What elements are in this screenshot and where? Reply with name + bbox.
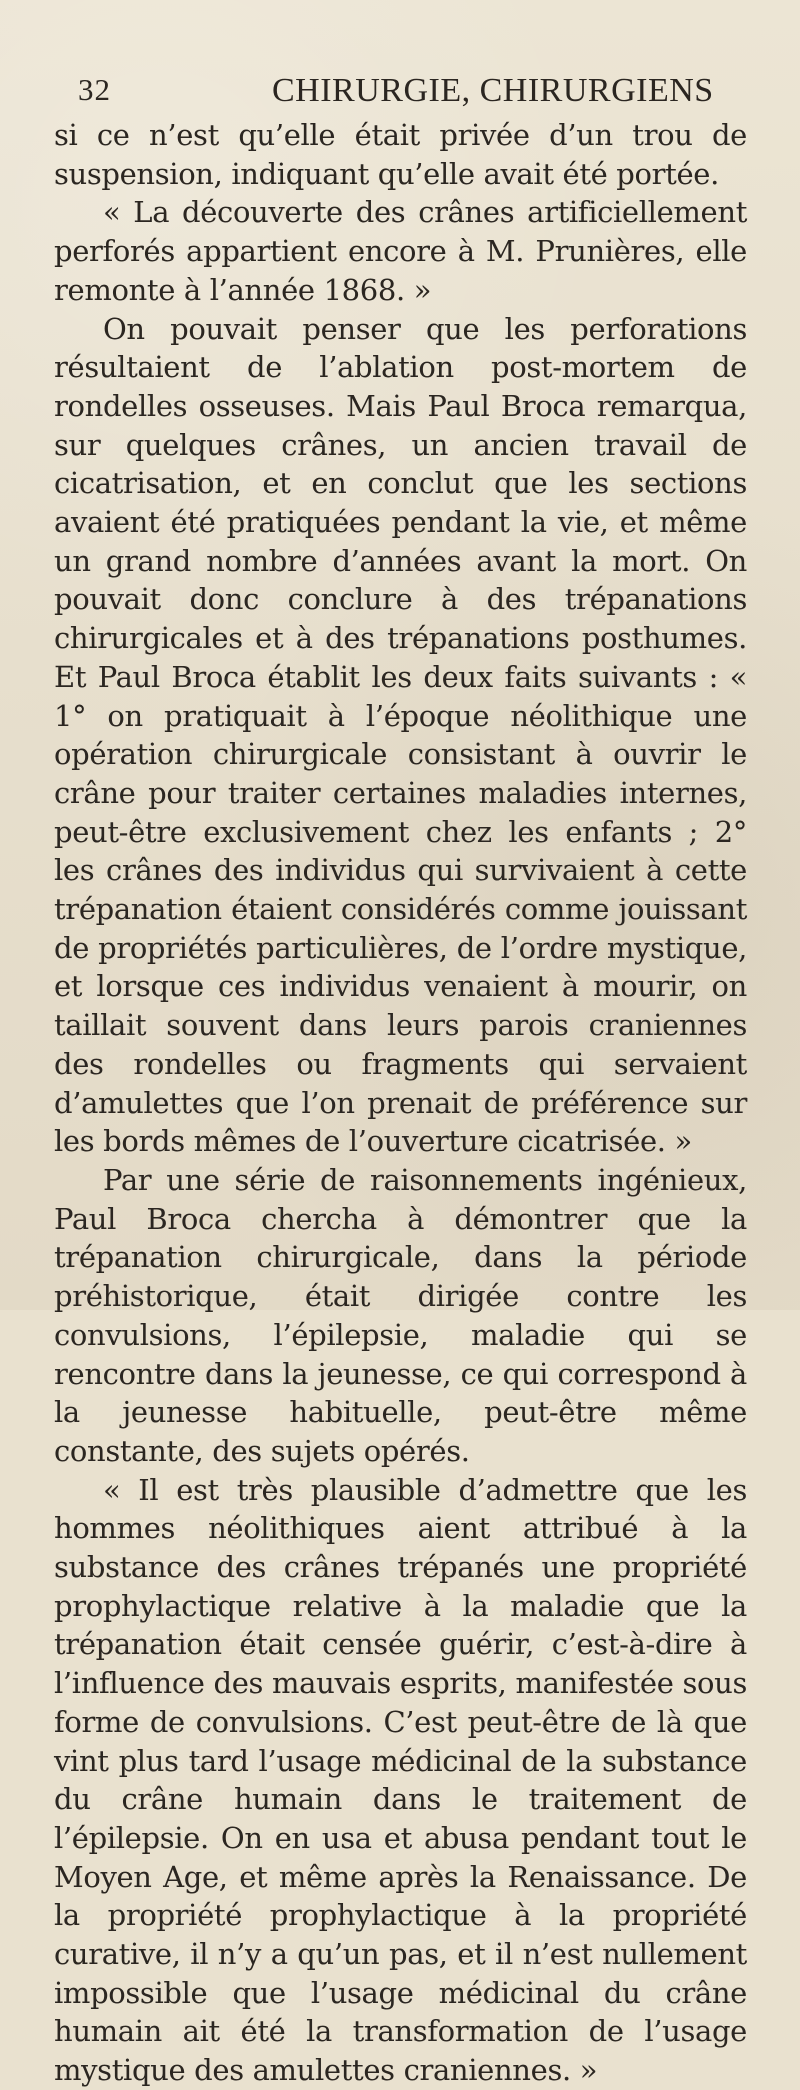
paragraph-continuation: si ce n’est qu’elle était privée d’un trou de suspension, indiquant qu’elle avait été portée. <box>54 118 747 191</box>
paragraph-reasoning: Par une série de raisonnements ingénieux, Paul Broca chercha à démontrer que la trépanation chirurgicale, dans la période préhistorique, était dirigée contre les convulsions, l’épilepsie, maladie qui se rencontre dans la jeunesse, ce qui correspond à la jeunesse habituelle, peut-être même constante, des sujets opérés. <box>54 1162 747 1468</box>
paragraph-quote-discovery: « La découverte des crânes artificiellement perforés appartient encore à M. Prunières, elle remonte à l’année 1868. » <box>54 195 747 307</box>
paragraph-quote-prophylactic: « Il est très plausible d’admettre que les hommes néolithiques aient attribué à la substance des crânes trépanés une propriété prophylactique relative à la maladie que la trépanation était censée guérir, c’est-à-dire à l’influence des mauvais esprits, manifestée sous forme de convulsions. C’est peut-être de là que vint plus tard l’usage médicinal de la substance du crâne humain dans le traitement de l’épilepsie. On en usa et abusa pendant tout le Moyen Age, et même après la Renaissance. De la propriété prophylactique à la propriété curative, il n’y a qu’un pas, et il n’est nullement impossible que l’usage médicinal du crâne humain ait été la transformation de l’usage mystique des amulettes craniennes. » <box>54 1472 747 2088</box>
page-header <box>78 72 730 118</box>
paragraph-perforations: On pouvait penser que les perforations résultaient de l’ablation post-mortem de rondelles osseuses. Mais Paul Broca remarqua, sur quelques crânes, un ancien travail de cicatrisation, et en conclut que les sections avaient été pratiquées pendant la vie, et même un grand nombre d’années avant la mort. On pouvait donc conclure à des trépanations chirurgicales et à des trépanations posthumes. Et Paul Broca établit les deux faits suivants : « 1° on pratiquait à l’époque néolithique une opération chirurgicale consistant à ouvrir le crâne pour traiter certaines maladies internes, peut-être exclusivement chez les enfants ; 2° les crânes des individus qui survivaient à cette trépanation étaient considérés comme jouissant de propriétés particulières, de l’ordre mystique, et lorsque ces individus venaient à mourir, on taillait souvent dans leurs parois craniennes des rondelles ou fragments qui servaient d’amulettes que l’on prenait de préférence sur les bords mêmes de l’ouverture cicatrisée. » <box>54 311 747 1159</box>
page-number: 32 <box>78 72 111 107</box>
body-text <box>54 116 747 2090</box>
running-title: CHIRURGIE, CHIRURGIENS <box>272 72 714 109</box>
